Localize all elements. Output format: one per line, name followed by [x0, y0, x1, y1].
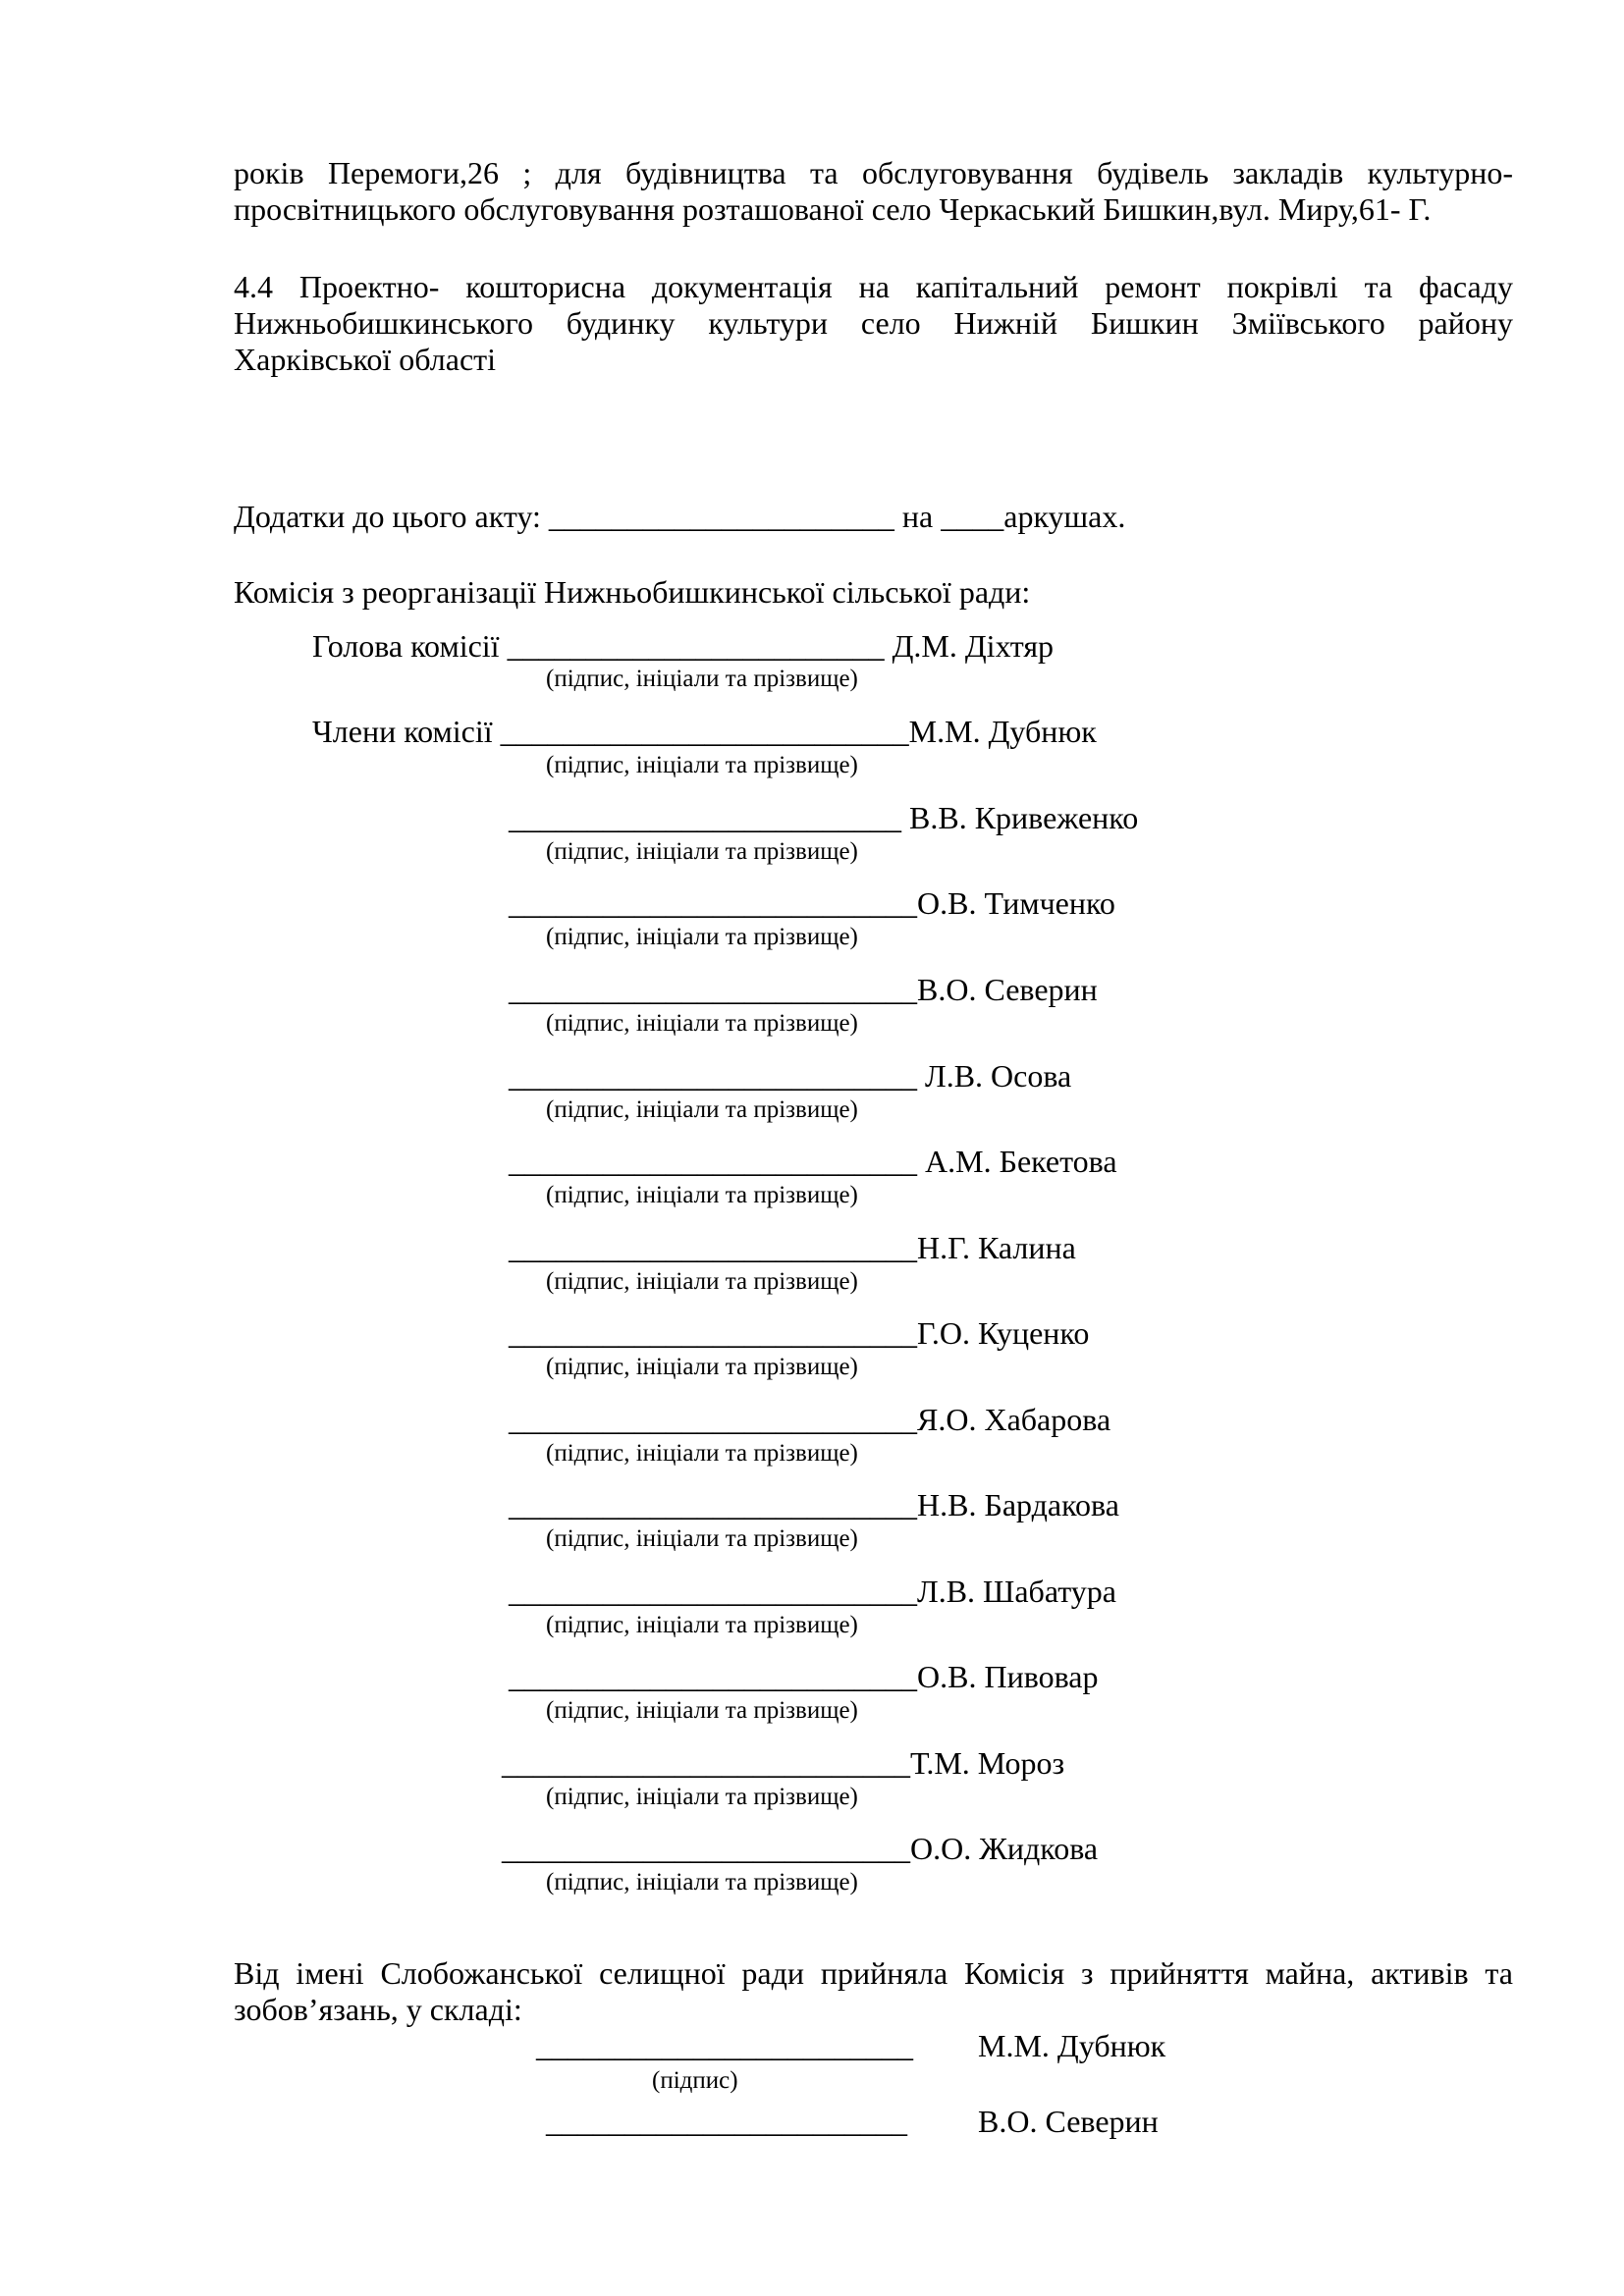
signature-caption: (підпис, ініціали та прізвище) [546, 1010, 858, 1037]
acceptance-signer-name: В.О. Северин [978, 2104, 1159, 2139]
members-label: Члени комісії [312, 714, 493, 749]
sheets-word: аркушах. [1003, 499, 1126, 534]
item-4-4-line-1: 4.4 Проектно- кошторисна документація на капітальний ремонт покрівлі та фасаду [234, 269, 1513, 304]
signature-caption: (підпис, ініціали та прізвище) [546, 838, 858, 865]
member-name: М.М. Дубнюк [908, 714, 1097, 749]
intro-paragraph [234, 155, 1513, 228]
member-signature-line: __________________________ [509, 1315, 917, 1351]
member-row [502, 1831, 1098, 1867]
member-signature-line: _________________________ [509, 800, 901, 835]
member-row [509, 885, 1115, 922]
member-name: Н.В. Бардакова [917, 1487, 1119, 1522]
member-row [509, 1487, 1119, 1523]
member-row [509, 1230, 1076, 1266]
attachments-line [234, 499, 1125, 535]
member-name: О.В. Пивовар [917, 1659, 1099, 1694]
member-row [509, 1058, 1071, 1095]
acceptance-signature-line: _______________________ [546, 2104, 907, 2139]
member-name: О.В. Тимченко [917, 885, 1115, 921]
signature-caption: (підпис, ініціали та прізвище) [546, 1869, 858, 1896]
member-name: О.О. Жидкова [910, 1831, 1099, 1866]
member-signature-line: __________________________ [502, 1831, 910, 1866]
head-name: Д.М. Діхтяр [892, 628, 1055, 664]
head-role: Голова комісії [312, 628, 500, 664]
member-signature-line: __________________________ [509, 1230, 917, 1265]
member-name: Т.М. Мороз [910, 1745, 1065, 1781]
member-signature-line: __________________________ [509, 972, 917, 1007]
acceptance-line-2: зобов’язань, у складі: [234, 1992, 522, 2027]
member-signature-line: __________________________ [509, 1487, 917, 1522]
member-name: Г.О. Куценко [917, 1315, 1090, 1351]
commission-title: Комісія з реорганізації Нижньобишкинської сільської ради: [234, 574, 1031, 610]
item-4-4-paragraph [234, 269, 1513, 378]
member-row [509, 800, 1138, 836]
member-row [509, 1574, 1116, 1610]
member-row [509, 1144, 1117, 1180]
member-signature-line: __________________________ [509, 1058, 917, 1094]
acceptance-signer-name: М.М. Дубнюк [978, 2028, 1166, 2063]
signature-caption: (підпис, ініціали та прізвище) [546, 1440, 858, 1467]
member-signature-line: __________________________ [509, 1144, 917, 1179]
signature-caption: (підпис, ініціали та прізвище) [546, 1612, 858, 1638]
member-name: А.М. Бекетова [925, 1144, 1117, 1179]
signature-caption: (підпис, ініціали та прізвище) [546, 1784, 858, 1810]
member-row [509, 1659, 1098, 1695]
member-row [312, 714, 1097, 750]
intro-line-1: років Перемоги,26 ; для будівництва та обслуговування будівель закладів культурно- [234, 155, 1513, 190]
member-name: В.О. Северин [917, 972, 1098, 1007]
signature-caption: (підпис, ініціали та прізвище) [546, 1268, 858, 1295]
signature-caption: (підпис, ініціали та прізвище) [546, 752, 858, 778]
member-name: Л.В. Шабатура [917, 1574, 1116, 1609]
member-row [509, 1315, 1089, 1352]
member-signature-line: __________________________ [502, 1745, 910, 1781]
signature-caption: (підпис, ініціали та прізвище) [546, 666, 858, 692]
signature-caption: (підпис, ініціали та прізвище) [546, 1354, 858, 1380]
signature-caption: (підпис, ініціали та прізвище) [546, 1182, 858, 1208]
member-name: Л.В. Осова [925, 1058, 1072, 1094]
member-signature-line: __________________________ [509, 1659, 917, 1694]
signature-caption: (підпис, ініціали та прізвище) [546, 1096, 858, 1123]
member-name: Н.Г. Калина [917, 1230, 1076, 1265]
attachments-blank: ______________________ [548, 499, 894, 534]
signature-caption: (підпис, ініціали та прізвище) [546, 924, 858, 950]
attachments-on: на [901, 499, 934, 534]
attachments-label: Додатки до цього акту: [234, 499, 541, 534]
acceptance-paragraph [234, 1955, 1513, 2028]
commission-head-row [312, 628, 1054, 665]
member-signature-line: __________________________ [500, 714, 909, 749]
member-name: Я.О. Хабарова [917, 1402, 1111, 1437]
signature-caption: (підпис) [652, 2067, 738, 2094]
member-signature-line: __________________________ [509, 1574, 917, 1609]
member-row [509, 1402, 1110, 1438]
signature-caption: (підпис, ініціали та прізвище) [546, 1697, 858, 1724]
member-signature-line: __________________________ [509, 1402, 917, 1437]
member-name: В.В. Кривеженко [909, 800, 1139, 835]
intro-line-2: просвітницького обслуговування розташованої село Черкаський Бишкин,вул. Миру,61- Г. [234, 191, 1432, 227]
acceptance-line-1: Від імені Слобожанської селищної ради прийняла Комісія з прийняття майна, активів та [234, 1955, 1513, 1991]
signature-caption: (підпис, ініціали та прізвище) [546, 1525, 858, 1552]
member-row [502, 1745, 1064, 1782]
acceptance-signature-line: ________________________ [536, 2028, 913, 2063]
item-4-4-line-3: Харківської області [234, 342, 497, 377]
item-4-4-line-2: Нижньобишкинського будинку культури село Нижній Бишкин Зміївського району [234, 305, 1513, 341]
sheets-blank: ____ [941, 499, 1004, 534]
head-signature-line: ________________________ [507, 628, 885, 664]
member-row [509, 972, 1098, 1008]
member-signature-line: __________________________ [509, 885, 917, 921]
